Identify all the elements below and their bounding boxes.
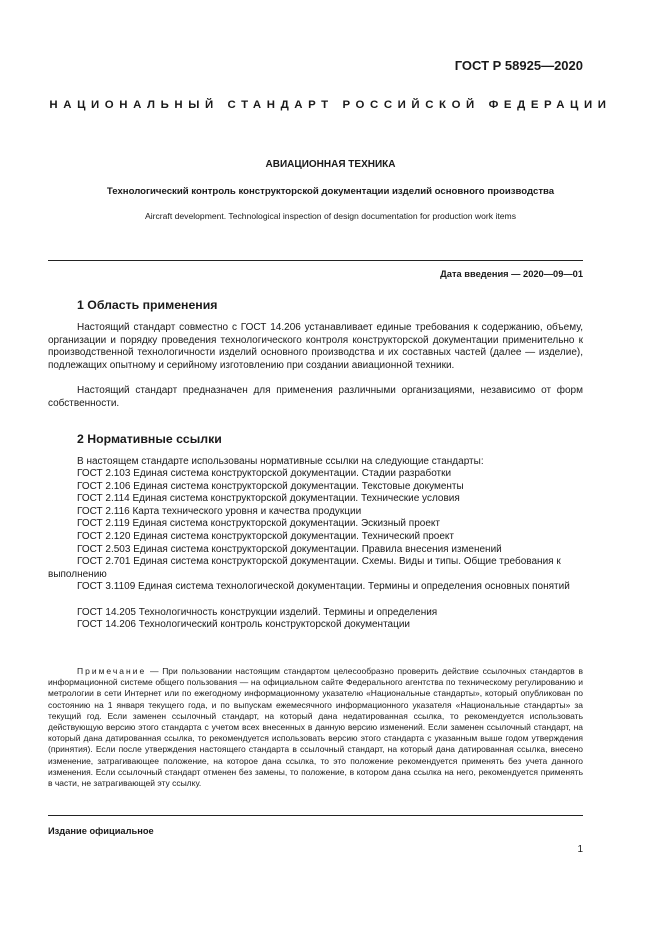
official-edition: Издание официальное (48, 826, 154, 836)
reference-title: Единая система конструкторской документации. Правила внесения изменений (133, 543, 502, 555)
section-1-paragraph-2: Настоящий стандарт предназначен для применения различными организациями, независимо от форм собственности. (48, 385, 583, 409)
reference-title: Единая система конструкторской документации. Эскизный проект (132, 518, 440, 530)
section-1-paragraph-1: Настоящий стандарт совместно с ГОСТ 14.206 устанавливает единые требования к содержанию, объему, организации и порядку проведения технологического контроля конструкторской документации применительно к производственной технологичности изделий основного производства и их составных частей (далее — изделие), подлежащих опытному и серийному изготовлению при создании авиационной техники. (48, 322, 583, 371)
reference-item (48, 531, 583, 544)
reference-code: ГОСТ 2.503 (77, 543, 131, 555)
national-standard-banner: НАЦИОНАЛЬНЫЙ СТАНДАРТ РОССИЙСКОЙ ФЕДЕРАЦИИ (49, 99, 612, 111)
reference-code: ГОСТ 14.205 (77, 606, 136, 618)
page-number: 1 (577, 844, 583, 855)
reference-item (48, 619, 583, 632)
reference-title: Единая система конструкторской документации. Технические условия (132, 493, 460, 505)
references-intro: В настоящем стандарте использованы нормативные ссылки на следующие стандарты: (77, 456, 484, 467)
reference-code: ГОСТ 2.119 (77, 518, 130, 530)
document-subtitle: Технологический контроль конструкторской документации изделий основного производства (106, 186, 555, 197)
reference-title: Единая система конструкторской документации. Технический проект (133, 531, 454, 542)
reference-item (48, 506, 583, 519)
note-label: Примечание (77, 666, 147, 676)
note-paragraph (48, 666, 583, 789)
introduction-date: Дата введения — 2020—09—01 (440, 269, 583, 279)
reference-item (48, 607, 583, 620)
reference-item (48, 493, 583, 506)
reference-code: ГОСТ 3.1109 (77, 581, 136, 593)
reference-title: Технологический контроль конструкторской документации (138, 619, 411, 631)
reference-item (48, 556, 583, 581)
section-2-heading: 2 Нормативные ссылки (77, 432, 222, 446)
document-title: АВИАЦИОННАЯ ТЕХНИКА (265, 159, 396, 170)
reference-item (48, 468, 583, 481)
reference-title: Единая система технологической документации. Термины и определения основных понятий (138, 581, 570, 593)
reference-item (48, 544, 583, 557)
reference-code: ГОСТ 14.206 (77, 619, 136, 631)
reference-title: Единая система конструкторской документации. Текстовые документы (133, 480, 464, 492)
reference-title: Единая система конструкторской документации. Схемы. Виды и типы. Общие требования к выполнению (48, 556, 561, 580)
top-divider (48, 260, 583, 261)
reference-code: ГОСТ 2.120 (77, 531, 131, 542)
reference-code: ГОСТ 2.701 (77, 556, 131, 568)
english-title: Aircraft development. Technological inspection of design documentation for production work items (144, 211, 516, 221)
reference-code: ГОСТ 2.114 (77, 493, 130, 505)
reference-title: Технологичность конструкции изделий. Термины и определения (138, 606, 438, 618)
reference-title: Карта технического уровня и качества продукции (132, 505, 362, 517)
reference-item (48, 581, 583, 594)
bottom-divider (48, 815, 583, 816)
reference-code: ГОСТ 2.103 (77, 468, 131, 479)
reference-code: ГОСТ 2.106 (77, 480, 131, 492)
reference-item (48, 481, 583, 494)
standard-code: ГОСТ Р 58925—2020 (454, 58, 583, 73)
reference-code: ГОСТ 2.116 (77, 505, 130, 517)
reference-title: Единая система конструкторской документации. Стадии разработки (133, 468, 452, 479)
section-1-heading: 1 Область применения (77, 298, 218, 312)
note-text: — При пользовании настоящим стандартом целесообразно проверить действие ссылочных стандартов в информационной системе общего пользования — на официальном сайте Федерального агентства по техническому регулированию и метрологии в сети Интернет или по ежегодному информационному указателю «Национальные стандарты», который опубликован по состоянию на 1 января текущего года, и по выпускам ежемесячного информационного указателя «Национальные стандарты» за текущий год. Если заменен ссылочный стандарт, на который дана недатированная ссылка, то рекомендуется использовать действующую версию этого стандарта с учетом всех внесенных в данную версию изменений. Если заменен ссылочный стандарт, на который дана датированная ссылка, то рекомендуется использовать версию этого стандарта с указанным выше годом утверждения (принятия). Если после утверждения настоящего стандарта в ссылочный стандарт, на который дана датированная ссылка, внесено изменение, затрагивающее положение, на которое дана ссылка, то это положение рекомендуется применять без учета данного изменения. Если ссылочный стандарт отменен без замены, то положение, в котором дана ссылка на него, рекомендуется применять в части, не затрагивающей эту ссылку. (48, 666, 583, 789)
reference-item (48, 518, 583, 531)
